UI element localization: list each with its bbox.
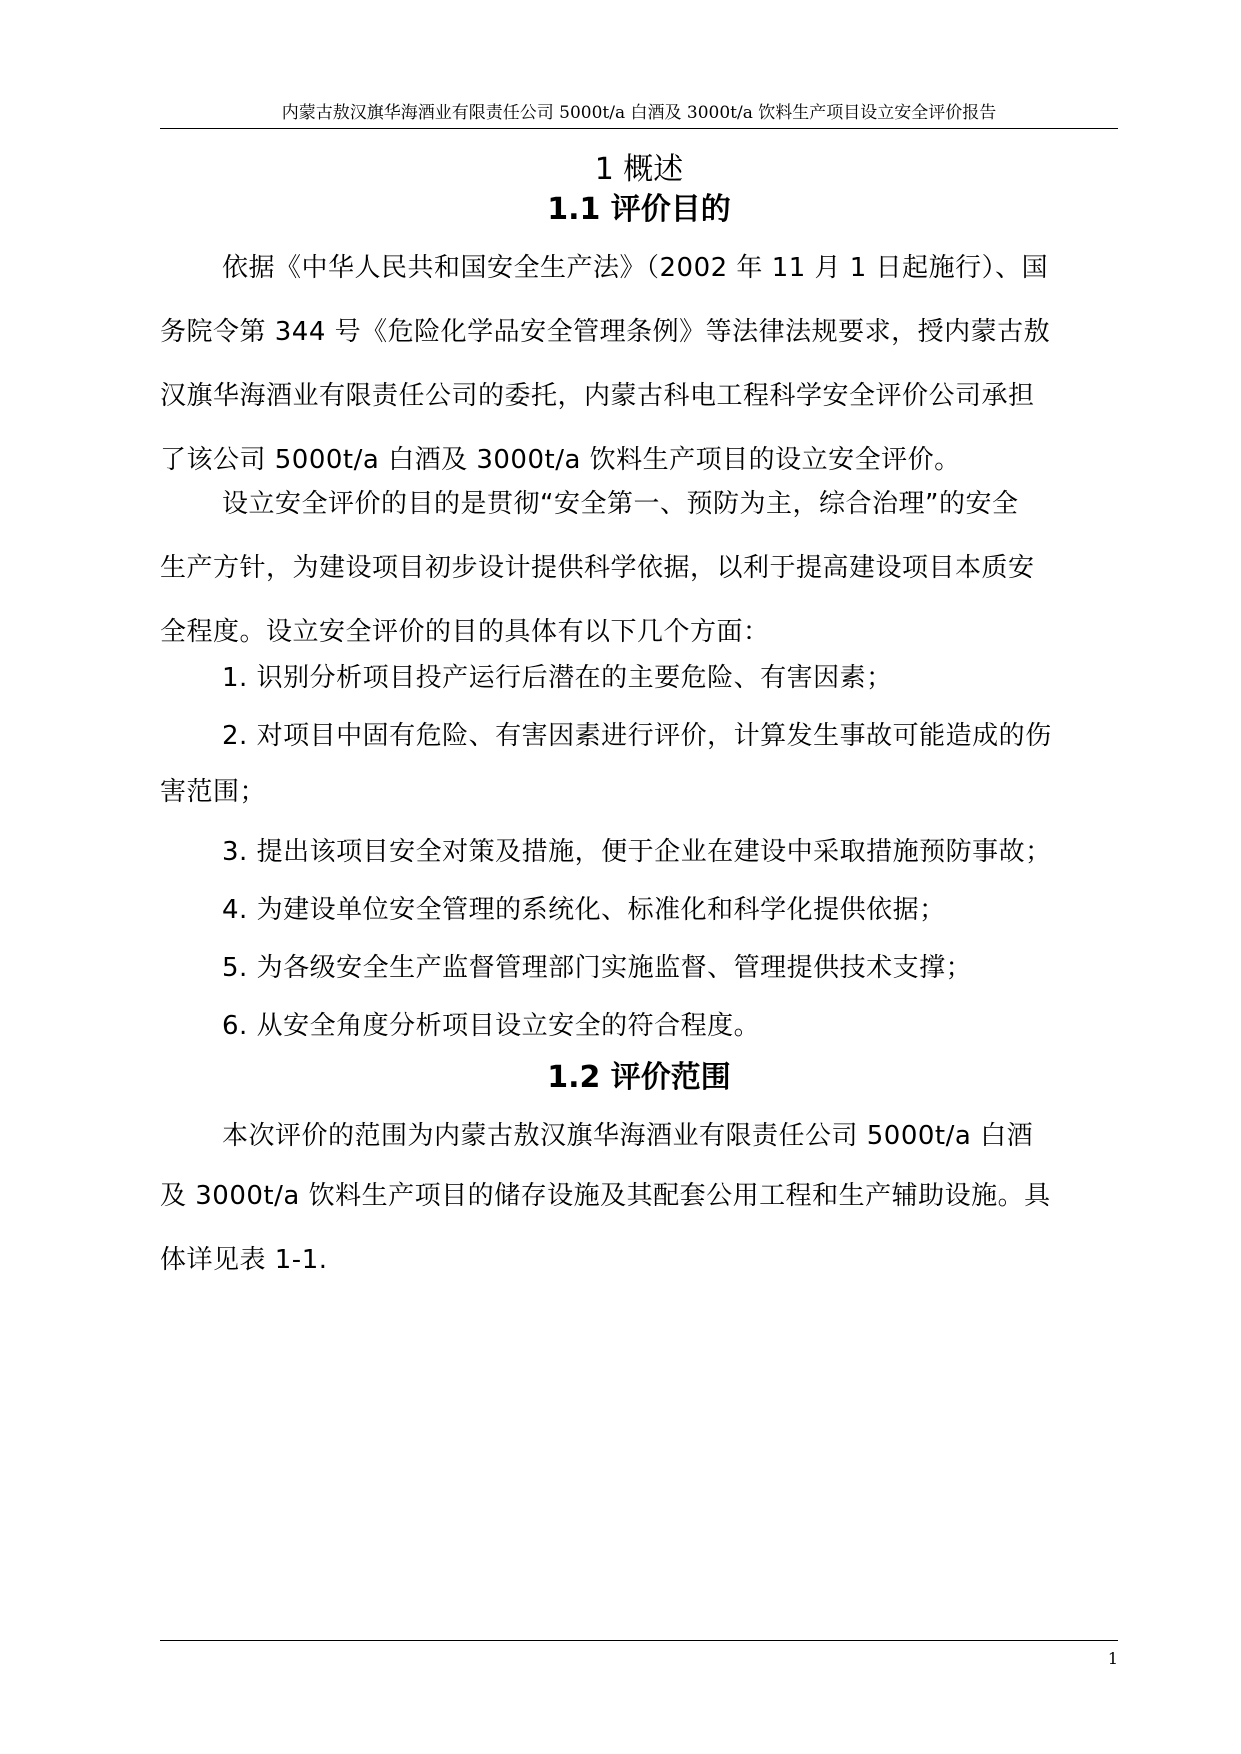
para-basis-line-1: 依据《中华人民共和国安全生产法》（2002 年 11 月 1 日起施行）、国 [222, 253, 1049, 283]
running-header: 内蒙古敖汉旗华海酒业有限责任公司 5000t/a 白酒及 3000t/a 饮料生产项目设立安全评价报告 [281, 103, 997, 123]
page-number: 1 [1107, 1649, 1118, 1668]
para-basis-line-4: 了该公司 5000t/a 白酒及 3000t/a 饮料生产项目的设立安全评价。 [160, 445, 961, 475]
para-scope-line-1: 本次评价的范围为内蒙古敖汉旗华海酒业有限责任公司 5000t/a 白酒 [222, 1121, 1034, 1151]
para-basis-line-3: 汉旗华海酒业有限责任公司的委托，内蒙古科电工程科学安全评价公司承担 [160, 381, 1035, 411]
para-purpose-line-2: 生产方针，为建设项目初步设计提供科学依据，以利于提高建设项目本质安 [160, 553, 1035, 583]
list-item-5: 5. 为各级安全生产监督管理部门实施监督、管理提供技术支撑； [222, 953, 973, 983]
para-purpose-line-3: 全程度。设立安全评价的目的具体有以下几个方面： [160, 617, 770, 647]
para-scope-rest [160, 1164, 1118, 1292]
list-item-6: 6. 从安全角度分析项目设立安全的符合程度。 [222, 1011, 761, 1041]
list-item-4: 4. 为建设单位安全管理的系统化、标准化和科学化提供依据； [222, 895, 946, 925]
section-title-1-1: 1.1 评价目的 [547, 192, 731, 227]
header-rule [160, 128, 1118, 129]
para-scope-line-3: 体详见表 1-1. [160, 1245, 328, 1275]
list-item-2: 2. 对项目中固有危险、有害因素进行评价，计算发生事故可能造成的伤 [222, 721, 1052, 751]
para-scope-line-2: 及 3000t/a 饮料生产项目的储存设施及其配套公用工程和生产辅助设施。具 [160, 1181, 1051, 1211]
para-purpose-rest [160, 536, 1118, 664]
list-item-2-line-2: 害范围； [160, 777, 267, 807]
list-item-3: 3. 提出该项目安全对策及措施，便于企业在建设中采取措施预防事故； [222, 837, 1052, 867]
footer-rule [160, 1640, 1118, 1641]
list-item-1: 1. 识别分析项目投产运行后潜在的主要危险、有害因素； [222, 663, 893, 693]
section-title-1-2: 1.2 评价范围 [547, 1060, 731, 1095]
para-basis-line-2: 务院令第 344 号《危险化学品安全管理条例》等法律法规要求，授内蒙古敖 [160, 317, 1051, 347]
list-item-2-continued [160, 760, 1118, 824]
para-basis-rest [160, 300, 1118, 492]
chapter-title: 1 概述 [594, 152, 684, 187]
para-purpose-line-1: 设立安全评价的目的是贯彻“安全第一、预防为主，综合治理”的安全 [222, 489, 1019, 519]
